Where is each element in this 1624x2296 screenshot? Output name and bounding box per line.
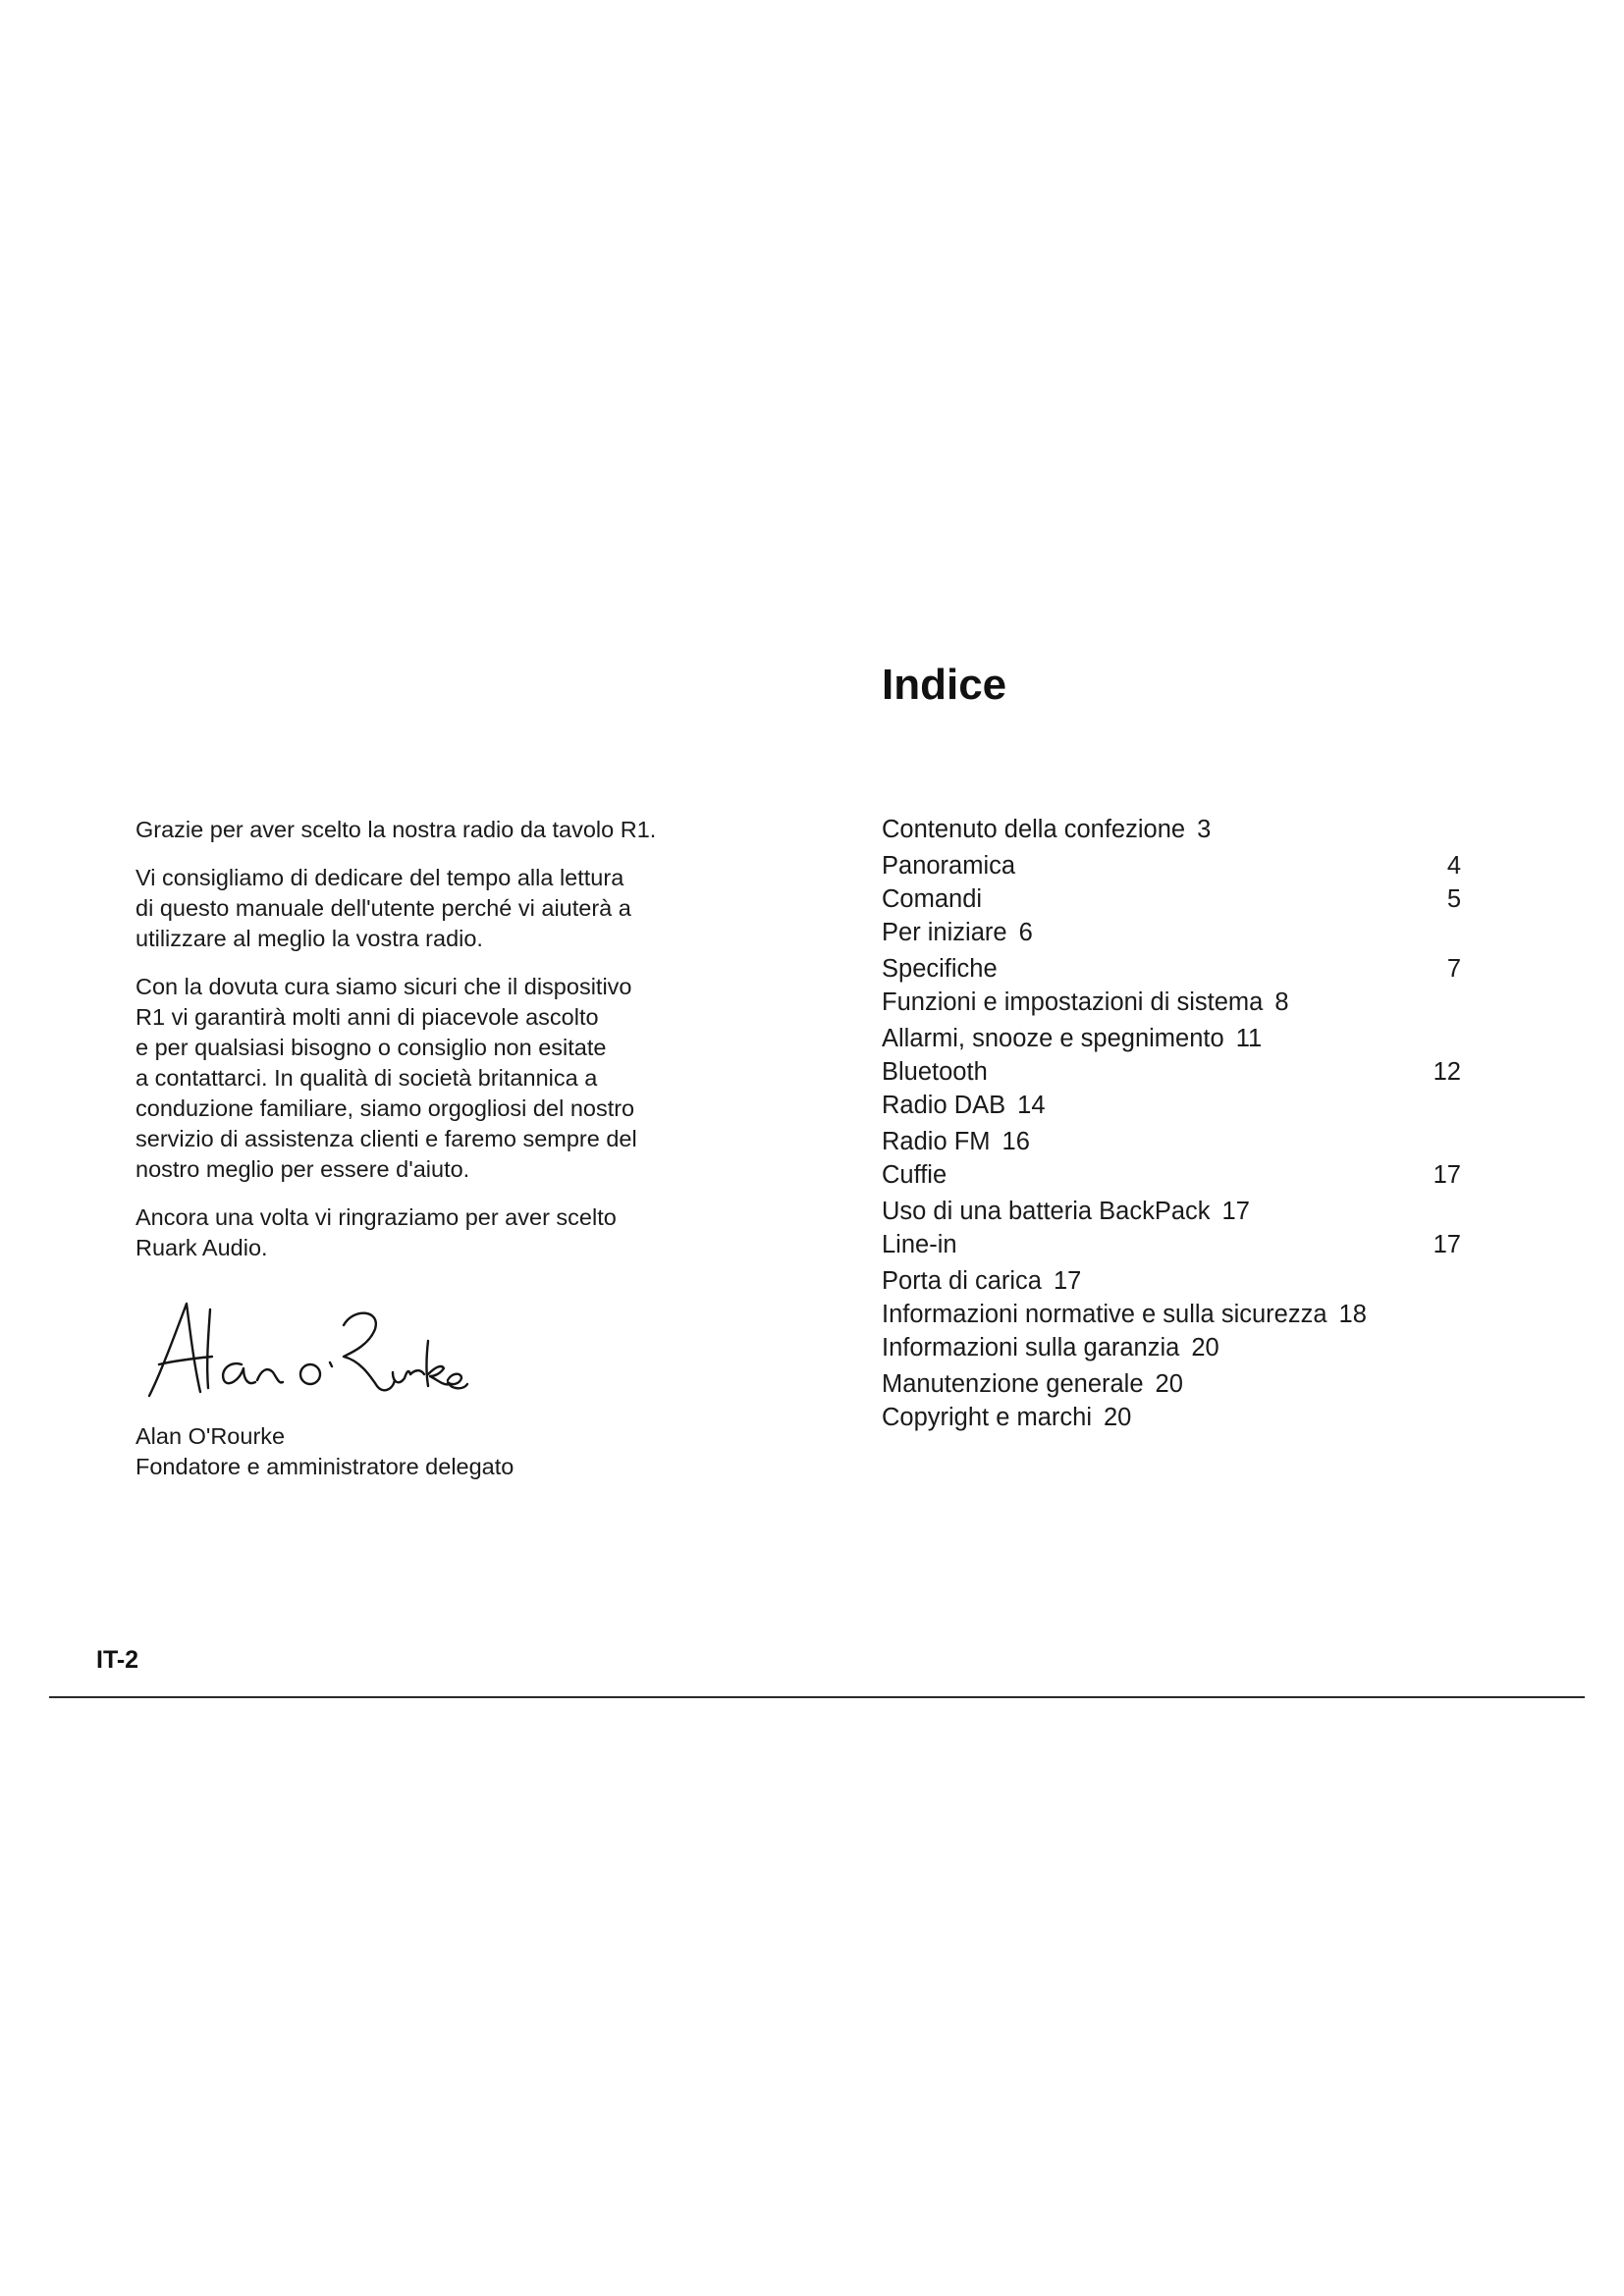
toc-item: [882, 1265, 1461, 1297]
toc-item-page: 6: [1018, 919, 1033, 946]
toc-item-label: Allarmi, snooze e spegnimento: [882, 1025, 1224, 1052]
toc-item: [882, 883, 1461, 915]
toc-item-line: [882, 1265, 1081, 1297]
toc-item: [882, 1229, 1461, 1260]
toc-item: [882, 814, 1461, 845]
toc-item-label: Informazioni normative e sulla sicurezza: [882, 1301, 1327, 1328]
signer-block: [135, 1421, 514, 1482]
toc-item: [882, 1159, 1461, 1191]
handwritten-signature: [135, 1296, 469, 1404]
toc-item-page: 14: [1017, 1092, 1046, 1119]
toc-item: [882, 1402, 1461, 1433]
toc-item-label: Per iniziare: [882, 919, 1007, 946]
toc-item-page: 4: [1446, 852, 1461, 880]
toc-item-page: 11: [1235, 1025, 1263, 1052]
toc-item-label: Line-in: [882, 1231, 957, 1258]
toc-item-label: Comandi: [882, 885, 983, 913]
toc-item-label: Radio DAB: [882, 1092, 1006, 1119]
toc-item: [882, 987, 1461, 1018]
toc-item-page: 5: [1446, 885, 1461, 913]
toc-item: [882, 1299, 1461, 1330]
toc-title: Indice: [882, 661, 1007, 709]
page-number: IT-2: [96, 1646, 139, 1674]
toc-item-line: [882, 917, 1033, 948]
signer-role: Fondatore e amministratore delegato: [135, 1454, 514, 1479]
toc-item-page: 7: [1446, 955, 1461, 983]
toc-item: [882, 1368, 1461, 1400]
toc-item: [882, 1196, 1461, 1227]
intro-paragraph-3: Con la dovuta cura siamo sicuri che il dispositivo R1 vi garantirà molti anni di piacevole ascolto e per qualsiasi bisogno o consiglio non esitate a contattarci. In qualità di società britannica a conduzione familiare, siamo orgogliosi del nostro servizio di assistenza clienti e faremo sempre del nostro meglio per essere d'aiuto.: [135, 974, 637, 1182]
intro-paragraph-2: Vi consigliamo di dedicare del tempo alla lettura di questo manuale dell'utente perché vi aiuterà a utilizzare al meglio la vostra radio.: [135, 865, 631, 951]
toc-item: [882, 1126, 1461, 1157]
toc-item: [882, 1056, 1461, 1088]
toc-item-label: Funzioni e impostazioni di sistema: [882, 988, 1264, 1016]
intro-text: [135, 815, 725, 1281]
toc-item-label: Bluetooth: [882, 1058, 988, 1086]
toc-item-label: Radio FM: [882, 1128, 991, 1155]
toc-item-label: Porta di carica: [882, 1267, 1042, 1295]
toc-item-page: 18: [1338, 1301, 1367, 1328]
toc-item-page: 17: [1433, 1231, 1461, 1258]
toc-item-line: [882, 1196, 1250, 1227]
toc-item-line: [882, 1299, 1367, 1330]
toc-item-label: Cuffie: [882, 1161, 947, 1189]
toc-item-label: Specifiche: [882, 955, 998, 983]
toc-item-label: Manutenzione generale: [882, 1370, 1144, 1398]
toc-item-page: 16: [1001, 1128, 1030, 1155]
toc-item-page: 17: [1433, 1161, 1461, 1189]
toc-item: [882, 1090, 1461, 1121]
signer-name: Alan O'Rourke: [135, 1423, 286, 1449]
toc-item-page: 12: [1433, 1058, 1461, 1086]
toc-item-page: 8: [1274, 988, 1289, 1016]
toc-item: [882, 850, 1461, 881]
toc-item: [882, 917, 1461, 948]
toc-item-page: 17: [1054, 1267, 1082, 1295]
toc-item-line: [882, 814, 1211, 845]
toc-item: [882, 953, 1461, 985]
toc-item-page: 17: [1221, 1198, 1250, 1225]
toc-item-label: Contenuto della confezione: [882, 816, 1186, 843]
footer-divider: [49, 1696, 1585, 1698]
toc-item: [882, 1023, 1461, 1054]
toc-item-line: [882, 1368, 1183, 1400]
toc-item-page: 3: [1197, 816, 1212, 843]
toc-item-line: [882, 1023, 1262, 1054]
intro-paragraph-1: Grazie per aver scelto la nostra radio da tavolo R1.: [135, 817, 657, 842]
toc-item-label: Copyright e marchi: [882, 1404, 1092, 1431]
toc-item-page: 20: [1191, 1334, 1219, 1362]
intro-paragraph-4: Ancora una volta vi ringraziamo per aver scelto Ruark Audio.: [135, 1204, 617, 1260]
toc-item-line: [882, 987, 1289, 1018]
toc-item-line: [882, 1090, 1046, 1121]
toc-item-label: Informazioni sulla garanzia: [882, 1334, 1180, 1362]
toc-item-line: [882, 1126, 1030, 1157]
toc-item-line: [882, 1332, 1219, 1363]
toc-item-label: Panoramica: [882, 852, 1016, 880]
toc-item-page: 20: [1155, 1370, 1183, 1398]
toc-item-label: Uso di una batteria BackPack: [882, 1198, 1211, 1225]
toc-item-page: 20: [1104, 1404, 1132, 1431]
toc-item-line: [882, 1402, 1131, 1433]
toc-item: [882, 1332, 1461, 1363]
